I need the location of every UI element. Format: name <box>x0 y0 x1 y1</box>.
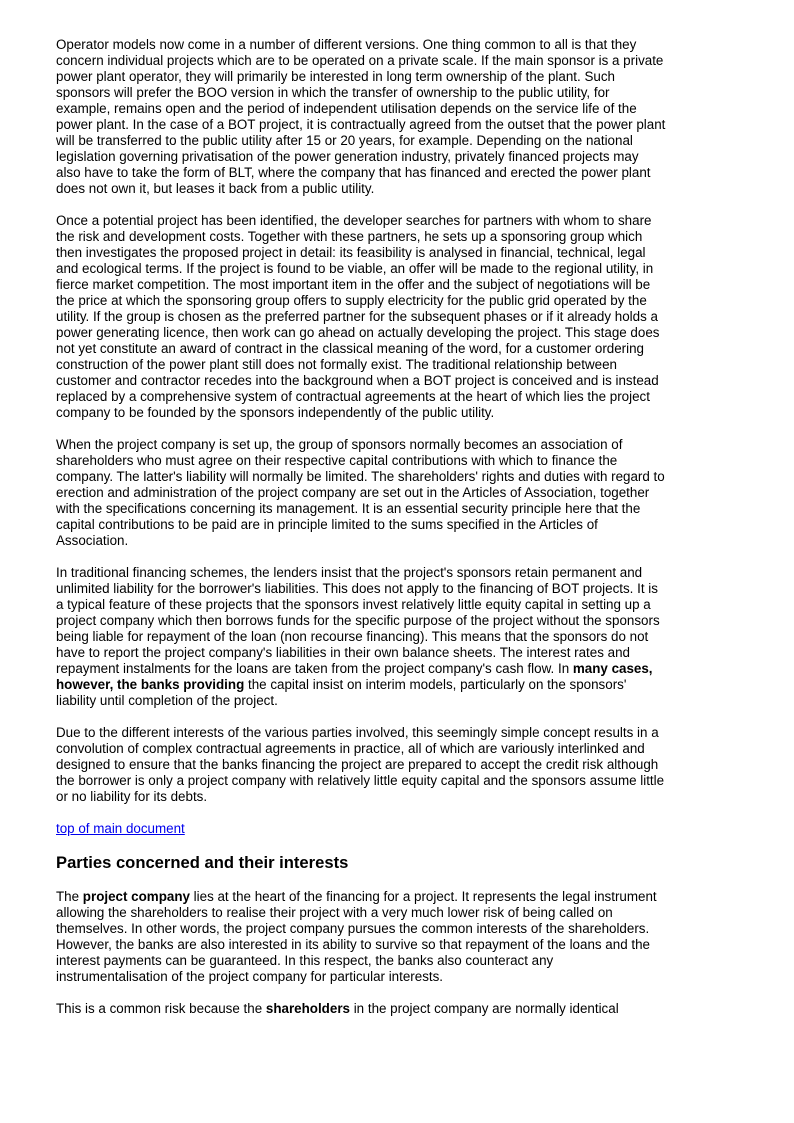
top-link-container <box>56 821 666 837</box>
top-of-main-document-link[interactable]: top of main document <box>56 821 185 836</box>
text-segment: In traditional financing schemes, the lenders insist that the project's sponsors retain permanent and unlimited liability for the borrower's liabilities. This does not apply to the financing of BOT projects. It is a typical feature of these projects that the sponsors invest relatively little equity capital in setting up a project company which then borrows funds for the specific purpose of the project without the sponsors being liable for repayment of the loan (non recourse financing). This means that the sponsors do not have to report the project company's liabilities in their own balance sheets. The interest rates and repayment instalments for the loans are taken from the project company's cash flow. In <box>56 565 660 676</box>
section-heading: Parties concerned and their interests <box>56 853 349 872</box>
text-segment: the capital insist on interim models, particularly on the sponsors' liability until completion of the project. <box>56 677 627 708</box>
paragraph-operator-models: Operator models now come in a number of different versions. One thing common to all is that they concern individual projects which are to be operated on a private scale. If the main sponsor is a private power plant operator, they will primarily be interested in long term ownership of the plant. Such sponsors will prefer the BOO version in which the transfer of ownership to the public utility, for example, remains open and the period of independent utilisation depends on the service life of the power plant. In the case of a BOT project, it is contractually agreed from the outset that the power plant will be transferred to the public utility after 15 or 20 years, for example. Depending on the national legislation governing privatisation of the power generation industry, privately financed projects may also have to take the form of BLT, where the company that has financed and erected the power plant does not own it, but leases it back from a public utility. <box>56 37 666 196</box>
paragraph-project-company <box>56 889 666 985</box>
paragraph-different-interests: Due to the different interests of the various parties involved, this seemingly simple concept results in a convolution of complex contractual agreements in practice, all of which are variously interlinked and designed to ensure that the banks financing the project are prepared to accept the credit risk although the borrower is only a project company with relatively little equity capital and the sponsors assume little or no liability for its debts. <box>56 725 665 804</box>
bold-text: many cases, however, the banks providing <box>56 661 653 692</box>
paragraph-project-company-setup: When the project company is set up, the group of sponsors normally becomes an association of shareholders who must agree on their respective capital contributions with which to finance the company. The latter's liability will normally be limited. The shareholders' rights and duties with regard to erection and administration of the project company are set out in the Articles of Association, together with the specifications concerning its management. It is an essential security principle here that the capital contributions to be paid are in principle limited to the sums specified in the Articles of Association. <box>56 437 665 548</box>
paragraph-shareholders <box>56 1001 666 1017</box>
text-segment: The <box>56 889 83 904</box>
text-segment: lies at the heart of the financing for a project. It represents the legal instrument allowing the shareholders to realise their project with a very much lower risk of being called on themselves. In other words, the project company pursues the common interests of the shareholders. However, the banks are also interested in its ability to survive so that repayment of the loans and the interest payments can be guaranteed. In this respect, the banks also counteract any instrumentalisation of the project company for particular interests. <box>56 889 657 984</box>
text-segment: This is a common risk because the <box>56 1001 266 1016</box>
paragraph-traditional-financing <box>56 565 666 709</box>
bold-text: project company <box>82 889 190 904</box>
text-segment: in the project company are normally identical <box>349 1001 619 1016</box>
paragraph-potential-project: Once a potential project has been identified, the developer searches for partners with whom to share the risk and development costs. Together with these partners, he sets up a sponsoring group which then investigates the proposed project in detail: its feasibility is analysed in financial, technical, legal and ecological terms. If the project is found to be viable, an offer will be made to the regional utility, in fierce market competition. The most important item in the offer and the subject of negotiations will be the price at which the sponsoring group offers to supply electricity for the public grid operated by the utility. If the group is chosen as the preferred partner for the subsequent phases or if it already holds a power generating licence, then work can go ahead on actually developing the project. This stage does not yet constitute an award of contract in the classical meaning of the word, for a customer ordering construction of the power plant still does not formally exist. The traditional relationship between customer and contractor recedes into the background when a BOT project is conceived and is instead replaced by a comprehensive system of contractual agreements at the heart of which lies the project company to be founded by the sponsors independently of the public utility. <box>56 213 660 420</box>
bold-text: shareholders <box>265 1001 350 1016</box>
document-page <box>56 37 666 1033</box>
